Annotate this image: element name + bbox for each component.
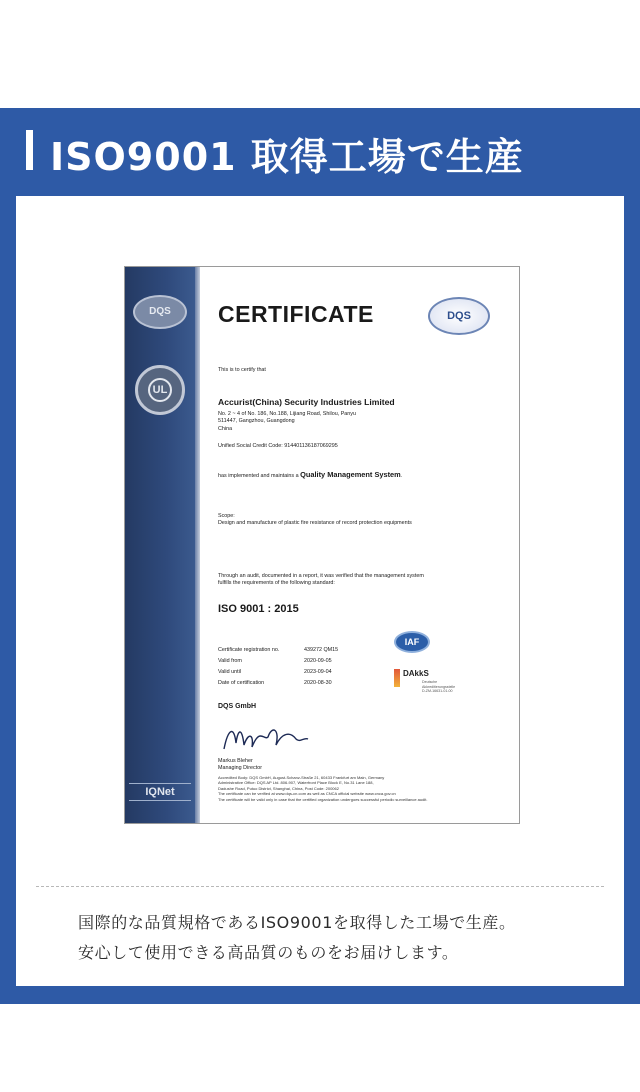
system-name: Quality Management System <box>300 470 401 479</box>
certificate-details <box>218 645 338 689</box>
scope-label: Scope: <box>218 513 235 519</box>
detail-label: Valid from <box>218 658 242 664</box>
detail-value: 2023-09-04 <box>304 669 332 675</box>
dakks-sub-line: Deutsche <box>422 680 438 684</box>
audit-statement <box>218 573 424 588</box>
description-text <box>78 908 608 968</box>
certificate-title: CERTIFICATE <box>218 301 374 327</box>
signer-block <box>218 758 262 773</box>
section-frame <box>0 108 640 1004</box>
ul-badge-label: UL <box>148 378 172 402</box>
issuer-name: DQS GmbH <box>218 703 257 710</box>
certificate-sidebar <box>125 267 195 823</box>
detail-label: Valid until <box>218 669 241 675</box>
detail-value: 2020-08-30 <box>304 680 332 686</box>
dakks-sub-line: D-ZM-16631-01-00 <box>422 689 453 694</box>
implemented-statement: has implemented and maintains a Quality Management System. <box>218 470 403 479</box>
iso-standard: ISO 9001 : 2015 <box>218 603 299 615</box>
audit-line: Through an audit, documented in a report, it was verified that the management system <box>218 573 424 579</box>
detail-label: Date of certification <box>218 680 265 686</box>
certify-intro: This is to certify that <box>218 367 266 373</box>
detail-label: Certificate registration no. <box>218 647 280 653</box>
dakks-logo <box>394 667 466 695</box>
iso-certificate-image <box>124 266 520 824</box>
detail-value: 2020-09-05 <box>304 658 332 664</box>
ul-badge-icon <box>135 365 185 415</box>
detail-row <box>218 678 338 689</box>
signer-role: Managing Director <box>218 765 263 772</box>
scope-block <box>218 513 412 528</box>
footer-line: The certificate will be valid only in case that the certified organization undergoes successful periodic surveillance audit. <box>218 796 428 802</box>
dqs-globe-logo <box>428 297 490 335</box>
signer-name: Markus Bleher <box>218 758 253 764</box>
footer-line: Dadushe Road, Putuo District, Shanghai, China, Post Code: 200062 <box>218 785 339 791</box>
description-line: 国際的な品質規格であるISO9001を取得した工場で生産。 <box>78 913 516 932</box>
section-title: ISO9001 取得工場で生産 <box>50 135 524 179</box>
dqs-badge-label: DQS <box>149 306 171 317</box>
company-address <box>218 411 356 433</box>
sidebar-edge <box>195 267 200 823</box>
dqs-globe-label: DQS <box>447 310 471 322</box>
detail-value: 439272 QM15 <box>304 647 339 653</box>
dashed-divider <box>36 886 604 887</box>
description-line: 安心して使用できる高品質のものをお届けします。 <box>78 943 459 962</box>
iaf-logo: IAF <box>394 631 430 653</box>
signature-image <box>220 719 310 757</box>
address-line: China <box>218 425 233 432</box>
audit-line: fulfills the requirements of the following standard: <box>218 580 335 587</box>
iqnet-logo: IQNet <box>129 783 191 801</box>
certificate-footer <box>218 775 427 802</box>
footer-line: Administrative Office: DQS AP Ltd. 806-907, Waterfront Place Block E, No.31 Lane 188, <box>218 780 374 786</box>
credit-code: Unified Social Credit Code: 914401136187069295 <box>218 443 338 449</box>
dqs-badge-icon <box>133 295 187 329</box>
footer-line: Accredited Body: DQS GmbH, August-Schanz-Straße 21, 60433 Frankfurt am Main, Germany <box>218 775 385 780</box>
address-line: No. 2 ~ 4 of No. 186, No.188, Lijiang Road, Shilou, Panyu <box>218 411 357 417</box>
section-header <box>0 108 640 198</box>
dakks-sub-line: Akkreditierungsstelle <box>422 684 456 689</box>
dakks-mark-icon <box>394 669 400 687</box>
footer-line: The certificate can be verified at www.dqs-cn.com as well as CNCA official website www.cnca.gov.cn <box>218 791 396 797</box>
scope-text: Design and manufacture of plastic fire resistance of record protection equipments <box>218 520 412 527</box>
certificate-body <box>218 267 514 823</box>
address-line: 511447, Gangzhou, Guangdong <box>218 418 295 425</box>
detail-row <box>218 645 338 656</box>
implemented-text: has implemented and maintains a <box>218 473 299 479</box>
detail-row <box>218 667 338 678</box>
detail-row <box>218 656 338 667</box>
company-name: Accurist(China) Security Industries Limited <box>218 397 395 407</box>
dakks-subtitle <box>422 680 455 694</box>
dakks-name: DAkkS <box>403 669 429 678</box>
header-accent-bar <box>26 130 33 170</box>
content-panel <box>16 196 624 986</box>
